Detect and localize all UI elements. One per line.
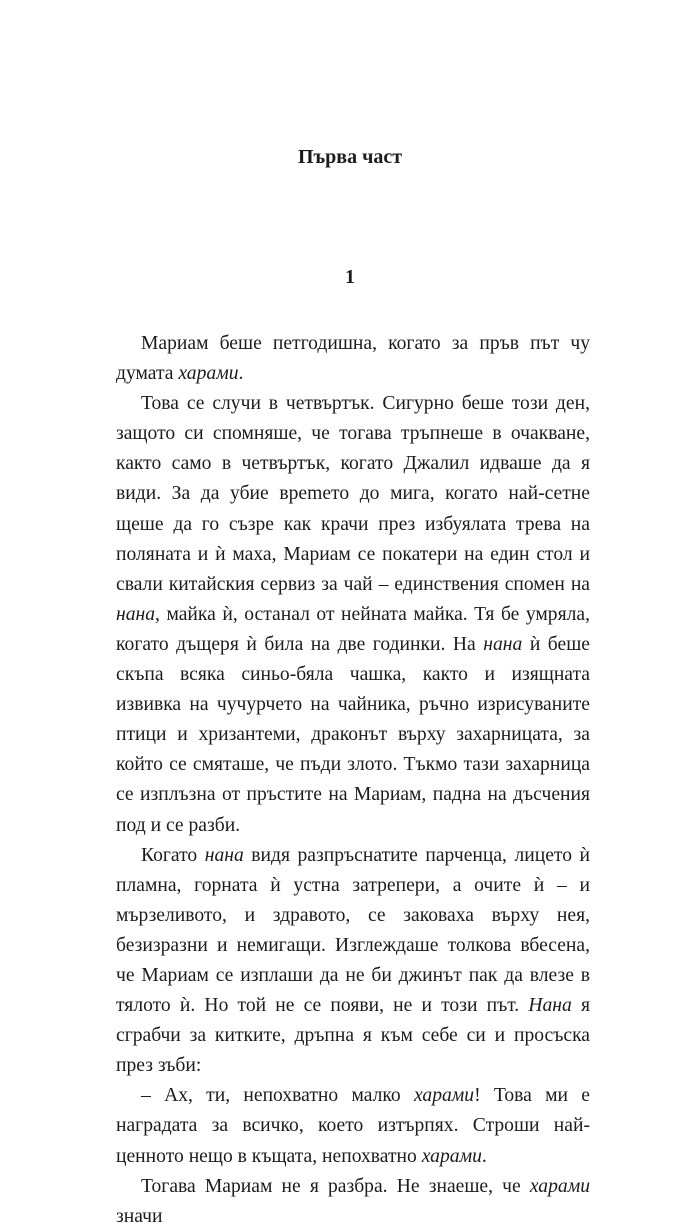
part-title: Първа част [297, 146, 403, 168]
text-run: ! Това ми е наградата за всичко, което изтърпях. Строши най-ценното нещо в къщата, непохватно [116, 1085, 590, 1167]
chapter-number: 1 [345, 266, 355, 288]
paragraph [116, 1172, 590, 1232]
paragraph [116, 389, 590, 840]
italic-text: Нана [528, 995, 572, 1017]
italic-text: нана [204, 844, 244, 866]
paragraph [116, 841, 590, 1082]
text-run: . [481, 1145, 487, 1167]
paragraph [116, 329, 590, 389]
text-run: видя разпръснатите парченца, лицето ѝ пламна, горната ѝ устна затрепери, а очите ѝ – и мързеливото, и здравото, се заковаха върху нея, безизразни и немигащи. Изглеждаше толкова вбесена, че Мариам се изплаши да не би джинът пак да влезе в тялото ѝ. Но той не се появи, не и този път. [116, 844, 590, 1017]
italic-text: харами [529, 1175, 590, 1197]
text-run: , майка ѝ, останал от нейната майка. Тя бе умряла, когато дъщеря ѝ била на две годинки. На [116, 603, 590, 655]
paragraph [116, 1081, 590, 1171]
italic-text: нана [116, 603, 156, 625]
italic-text: харами [421, 1145, 482, 1167]
italic-text: харами [178, 363, 239, 385]
text-run: Тогава Мариам не я разбра. Не знаеше, че [141, 1175, 530, 1197]
text-run: Това се случи в четвъртък. Сигурно беше този ден, защото си спомняше, че тогава тръпнеше в очакване, както само в четвъртък, когато Джалил идваше да я види. За да убие вреmето до мига, когато най-сетне щеше да го съзре как крачи през избуялата трева на поляната и ѝ маха, Мариам се покатери на един стол и свали китайския сервиз за чай – единствения спомен на [116, 393, 590, 595]
body-text [116, 329, 590, 1232]
text-run: Мариам беше петгодишна, когато за пръв път чу думата [116, 333, 590, 385]
text-run: – Ах, ти, непохватно малко [141, 1085, 414, 1107]
italic-text: харами [413, 1085, 475, 1107]
italic-text: нана [483, 633, 523, 655]
text-run: я сграбчи за китките, дръпна я към себе си и просъска през зъби: [116, 995, 590, 1077]
text-run: Когато [141, 844, 205, 866]
text-run: . [238, 363, 244, 385]
text-run: значи [116, 1205, 163, 1227]
text-run: ѝ беше скъпа всяка синьо-бяла чашка, както и изящната извивка на чучурчето на чайника, ръчно изрисуваните птици и хризантеми, драконът върху захарницата, за който се смяташе, че пъди злото. Тъкмо тази захарница се изплъзна от пръстите на Мариам, падна на дъсчения под и се разби. [116, 633, 590, 836]
